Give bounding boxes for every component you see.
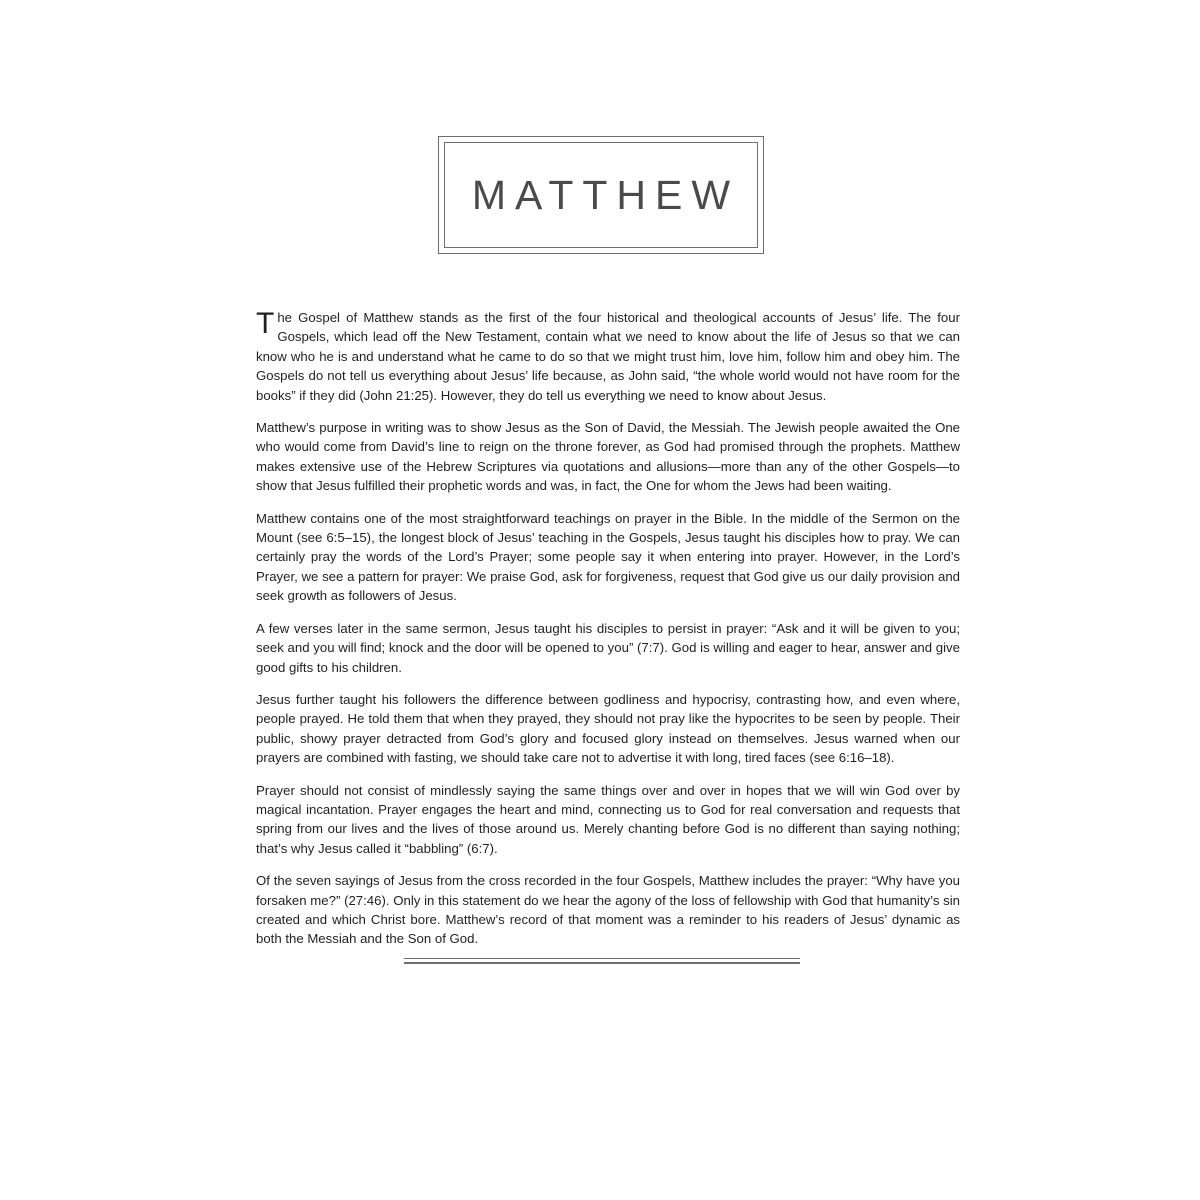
book-title-plate-inner-border bbox=[444, 142, 758, 248]
drop-cap: T bbox=[256, 307, 275, 340]
intro-paragraph-2: Matthew’s purpose in writing was to show Jesus as the Son of David, the Messiah. The Jewish people awaited the One who would come from David’s line to reign on the throne forever, as God had promised through the prophets. Matthew makes extensive use of the Hebrew Scriptures via quotations and allusions—more than any of the other Gospels—to show that Jesus fulfilled their prophetic words and was, in fact, the One for whom the Jews had been waiting. bbox=[256, 420, 960, 494]
intro-paragraph-5: Jesus further taught his followers the difference between godliness and hypocrisy, contrasting how, and even where, people prayed. He told them that when they prayed, they should not pray like the hypocrites to be seen by people. Their public, showy prayer detracted from God’s glory and focused glory instead on themselves. Jesus warned when our prayers are combined with fasting, we should take care not to advertise it with long, tired faces (see 6:16–18). bbox=[256, 691, 960, 766]
page-title: MATTHEW bbox=[471, 171, 740, 218]
intro-paragraph-6: Prayer should not consist of mindlessly saying the same things over and over in hopes that we will win God over by magical incantation. Prayer engages the heart and mind, connecting us to God for real conversation and requests that spring from our lives and the lives of those around us. Merely chanting before God is no different than saying nothing; that’s why Jesus called it “babbling” (6:7). bbox=[256, 782, 960, 856]
intro-paragraph-3: Matthew contains one of the most straightforward teachings on prayer in the Bible. In the middle of the Sermon on the Mount (see 6:5–15), the longest block of Jesus’ teaching in the Gospels, Jesus taught his disciples how to pray. We can certainly pray the words of the Lord’s Prayer; some people say it when entering into prayer. However, in the Lord’s Prayer, we see a pattern for prayer: We praise God, ask for forgiveness, request that God give us our daily provision and seek growth as followers of Jesus. bbox=[256, 510, 960, 604]
book-introduction bbox=[256, 308, 960, 949]
intro-paragraph-1-text: he Gospel of Matthew stands as the first of the four historical and theological accounts of Jesus’ life. The four Gospels, which lead off the New Testament, contain what we need to know about the life of Jesus so that we can know who he is and understand what he came to do so that we might trust him, love him, follow him and obey him. The Gospels do not tell us everything about Jesus’ life because, as John said, “the whole world would not have room for the books” if they did (John 21:25). However, they do tell us everything we need to know about Jesus. bbox=[256, 310, 960, 403]
intro-paragraph-1 bbox=[256, 308, 960, 405]
intro-paragraph-4: A few verses later in the same sermon, Jesus taught his disciples to persist in prayer: “Ask and it will be given to you; seek and you will find; knock and the door will be opened to you” (7:7). God is willing and eager to hear, answer and give good gifts to his children. bbox=[256, 620, 960, 675]
divider-line-thick bbox=[404, 962, 800, 964]
book-title-plate bbox=[438, 136, 764, 254]
section-divider bbox=[404, 958, 800, 964]
divider-line-thin bbox=[404, 958, 800, 959]
intro-paragraph-7: Of the seven sayings of Jesus from the cross recorded in the four Gospels, Matthew includes the prayer: “Why have you forsaken me?” (27:46). Only in this statement do we hear the agony of the loss of fellowship with God that humanity’s sin created and which Christ bore. Matthew’s record of that moment was a reminder to his readers of Jesus’ dynamic as both the Messiah and the Son of God. bbox=[256, 873, 960, 947]
